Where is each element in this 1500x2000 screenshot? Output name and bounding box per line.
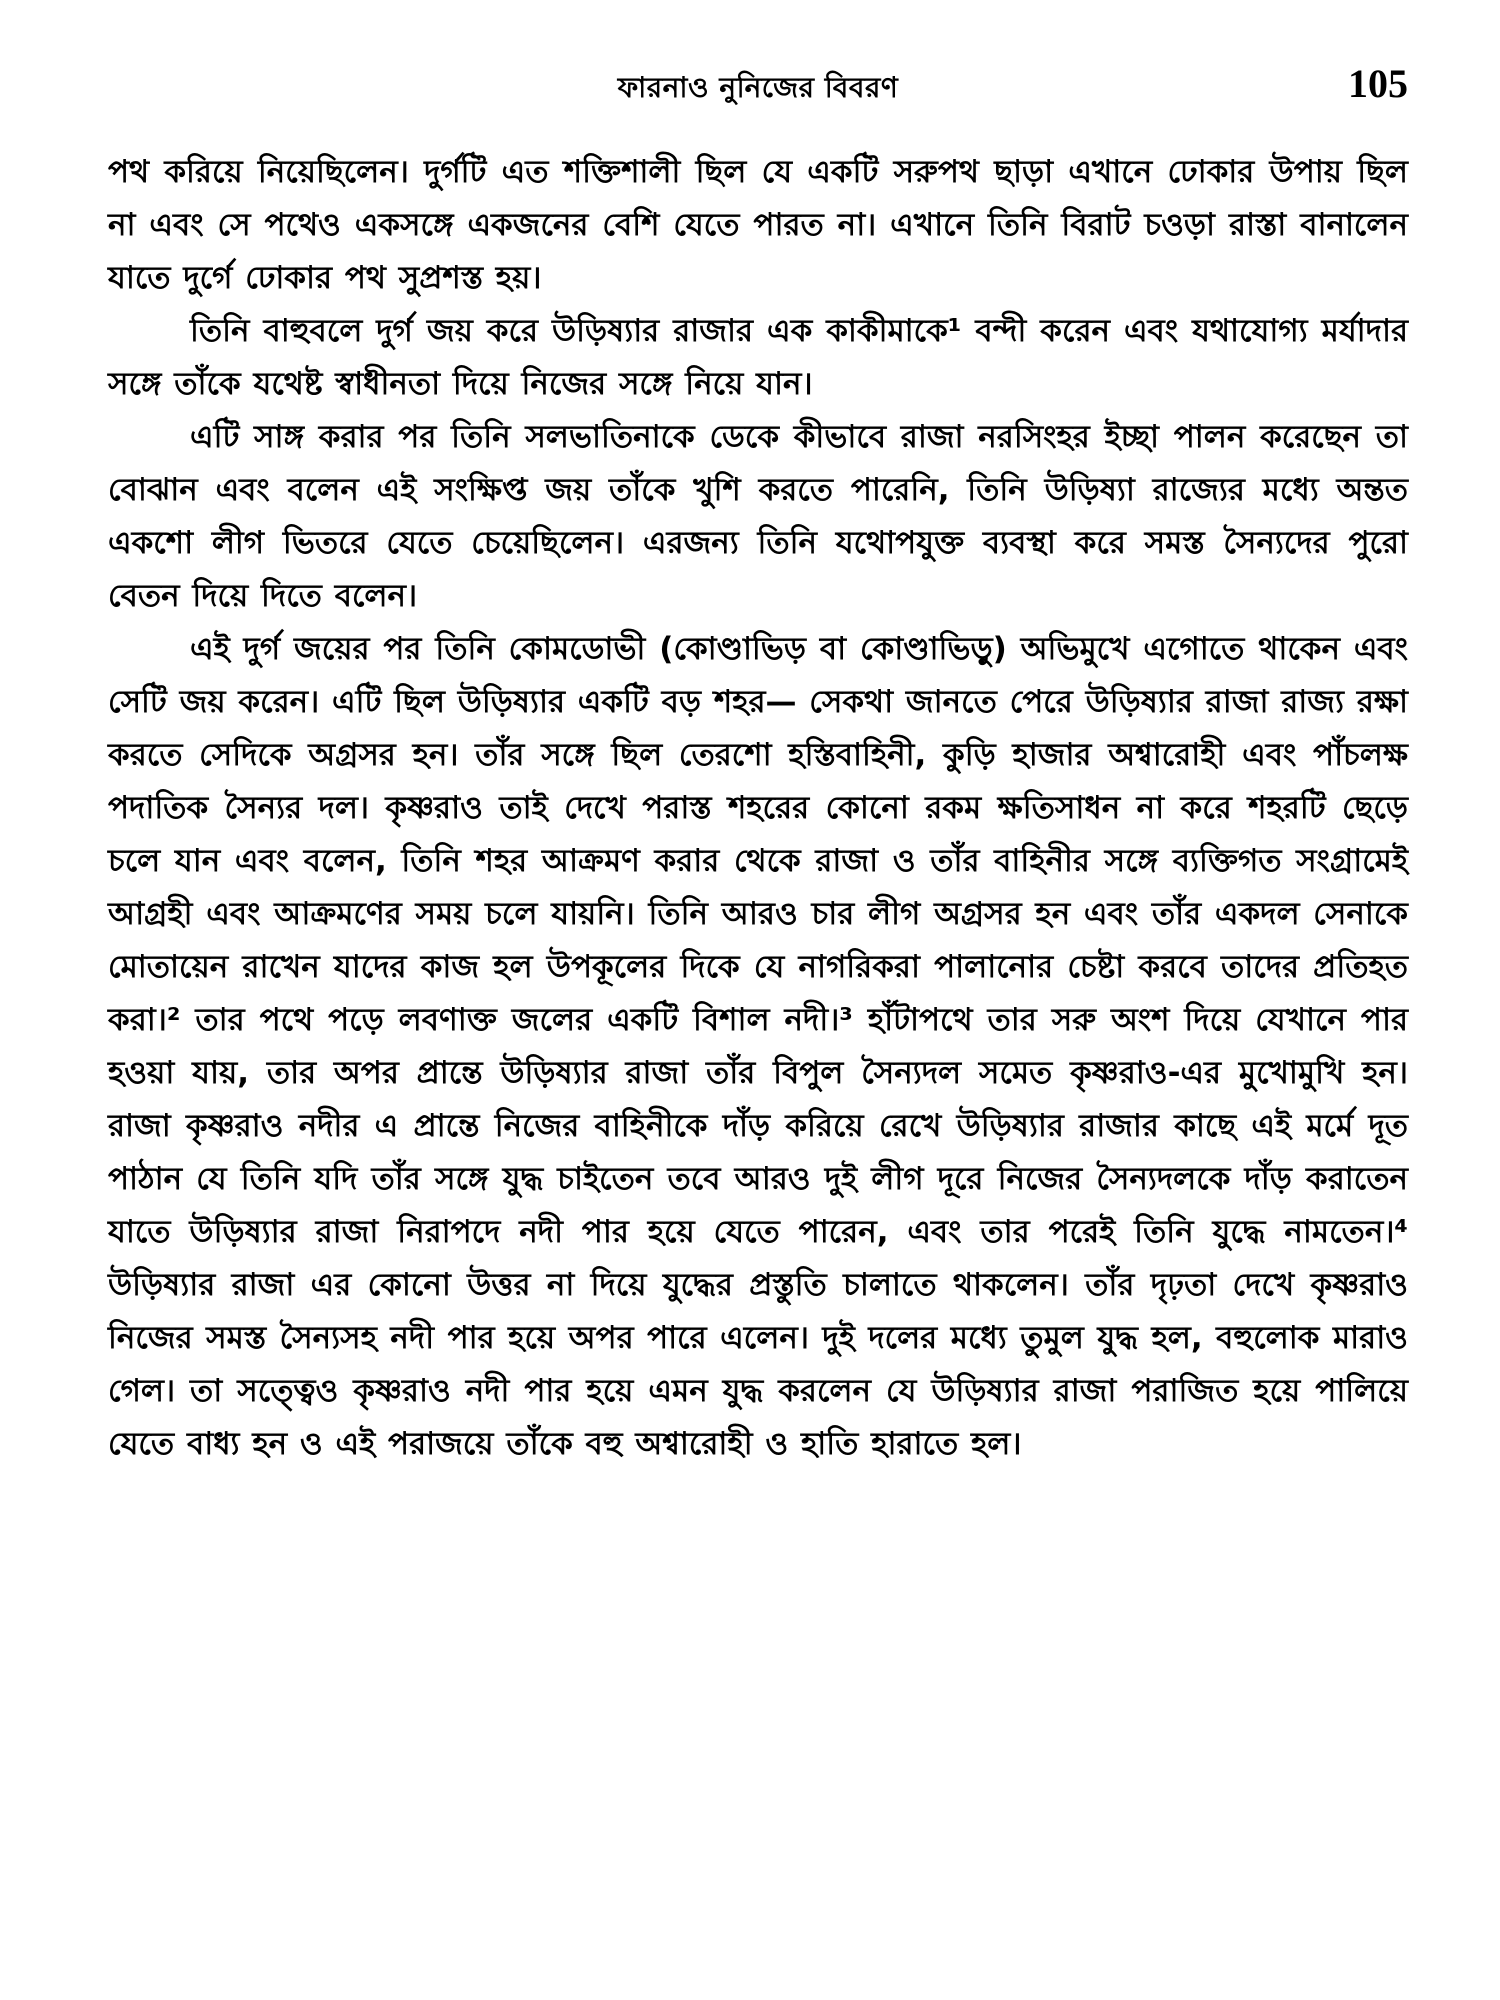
paragraph-4: এই দুর্গ জয়ের পর তিনি কোমডোভী (কোণ্ডাভিড় বা কোণ্ডাভিড়ু) অভিমুখে এগোতে থাকেন এবং সেটি জয় করেন। এটি ছিল উড়িষ্যার একটি বড় শহর— সেকথা জানতে পেরে উড়িষ্যার রাজা রাজ্য রক্ষা করতে সেদিকে অগ্রসর হন। তাঁর সঙ্গে ছিল তেরশো হস্তিবাহিনী, কুড়ি হাজার অশ্বারোহী এবং পাঁচলক্ষ পদাতিক সৈন্যর দল। কৃষ্ণরাও তাই দেখে পরাস্ত শহরের কোনো রকম ক্ষতিসাধন না করে শহরটি ছেড়ে চলে যান এবং বলেন, তিনি শহর আক্রমণ করার থেকে রাজা ও তাঁর বাহিনীর সঙ্গে ব্যক্তিগত সংগ্রামেই আগ্রহী এবং আক্রমণের সময় চলে যায়নি। তিনি আরও চার লীগ অগ্রসর হন এবং তাঁর একদল সেনাকে মোতায়েন রাখেন যাদের কাজ হল উপকূলের দিকে যে নাগরিকরা পালানোর চেষ্টা করবে তাদের প্রতিহত করা।² তার পথে পড়ে লবণাক্ত জলের একটি বিশাল নদী।³ হাঁটাপথে তার সরু অংশ দিয়ে যেখানে পার হওয়া যায়, তার অপর প্রান্তে উড়িষ্যার রাজা তাঁর বিপুল সৈন্যদল সমেত কৃষ্ণরাও-এর মুখোমুখি হন। রাজা কৃষ্ণরাও নদীর এ প্রান্তে নিজের বাহিনীকে দাঁড় করিয়ে রেখে উড়িষ্যার রাজার কাছে এই মর্মে দূত পাঠান যে তিনি যদি তাঁর সঙ্গে যুদ্ধ চাইতেন তবে আরও দুই লীগ দূরে নিজের সৈন্যদলকে দাঁড় করাতেন যাতে উড়িষ্যার রাজা নিরাপদে নদী পার হয়ে যেতে পারেন, এবং তার পরেই তিনি যুদ্ধে নামতেন।⁴ উড়িষ্যার রাজা এর কোনো উত্তর না দিয়ে যুদ্ধের প্রস্তুতি চালাতে থাকলেন। তাঁর দৃঢ়তা দেখে কৃষ্ণরাও নিজের সমস্ত সৈন্যসহ নদী পার হয়ে অপর পারে এলেন। দুই দলের মধ্যে তুমুল যুদ্ধ হল, বহুলোক মারাও গেল। তা সত্ত্বেও কৃষ্ণরাও নদী পার হয়ে এমন যুদ্ধ করলেন যে উড়িষ্যার রাজা পরাজিত হয়ে পালিয়ে যেতে বাধ্য হন ও এই পরাজয়ে তাঁকে বহু অশ্বারোহী ও হাতি হারাতে হল।: [108, 631, 1408, 1462]
paragraph-1: পথ করিয়ে নিয়েছিলেন। দুর্গটি এত শক্তিশালী ছিল যে একটি সরুপথ ছাড়া এখানে ঢোকার উপায় ছিল না এবং সে পথেও একসঙ্গে একজনের বেশি যেতে পারত না। এখানে তিনি বিরাট চওড়া রাস্তা বানালেন যাতে দুর্গে ঢোকার পথ সুপ্রশস্ত হয়।: [108, 154, 1408, 296]
paragraph-2: তিনি বাহুবলে দুর্গ জয় করে উড়িষ্যার রাজার এক কাকীমাকে¹ বন্দী করেন এবং যথাযোগ্য মর্যাদার সঙ্গে তাঁকে যথেষ্ট স্বাধীনতা দিয়ে নিজের সঙ্গে নিয়ে যান।: [108, 313, 1408, 402]
page-header: [108, 60, 1408, 120]
paragraph-3: এটি সাঙ্গ করার পর তিনি সলভাতিনাকে ডেকে কীভাবে রাজা নরসিংহর ইচ্ছা পালন করেছেন তা বোঝান এবং বলেন এই সংক্ষিপ্ত জয় তাঁকে খুশি করতে পারেনি, তিনি উড়িষ্যা রাজ্যের মধ্যে অন্তত একশো লীগ ভিতরে যেতে চেয়েছিলেন। এরজন্য তিনি যথোপযুক্ত ব্যবস্থা করে সমস্ত সৈন্যদের পুরো বেতন দিয়ে দিতে বলেন।: [108, 419, 1408, 614]
page-number: 105: [1348, 61, 1408, 106]
running-title: ফারনাও নুনিজের বিবরণ: [617, 71, 899, 104]
body-text: [108, 146, 1408, 1471]
